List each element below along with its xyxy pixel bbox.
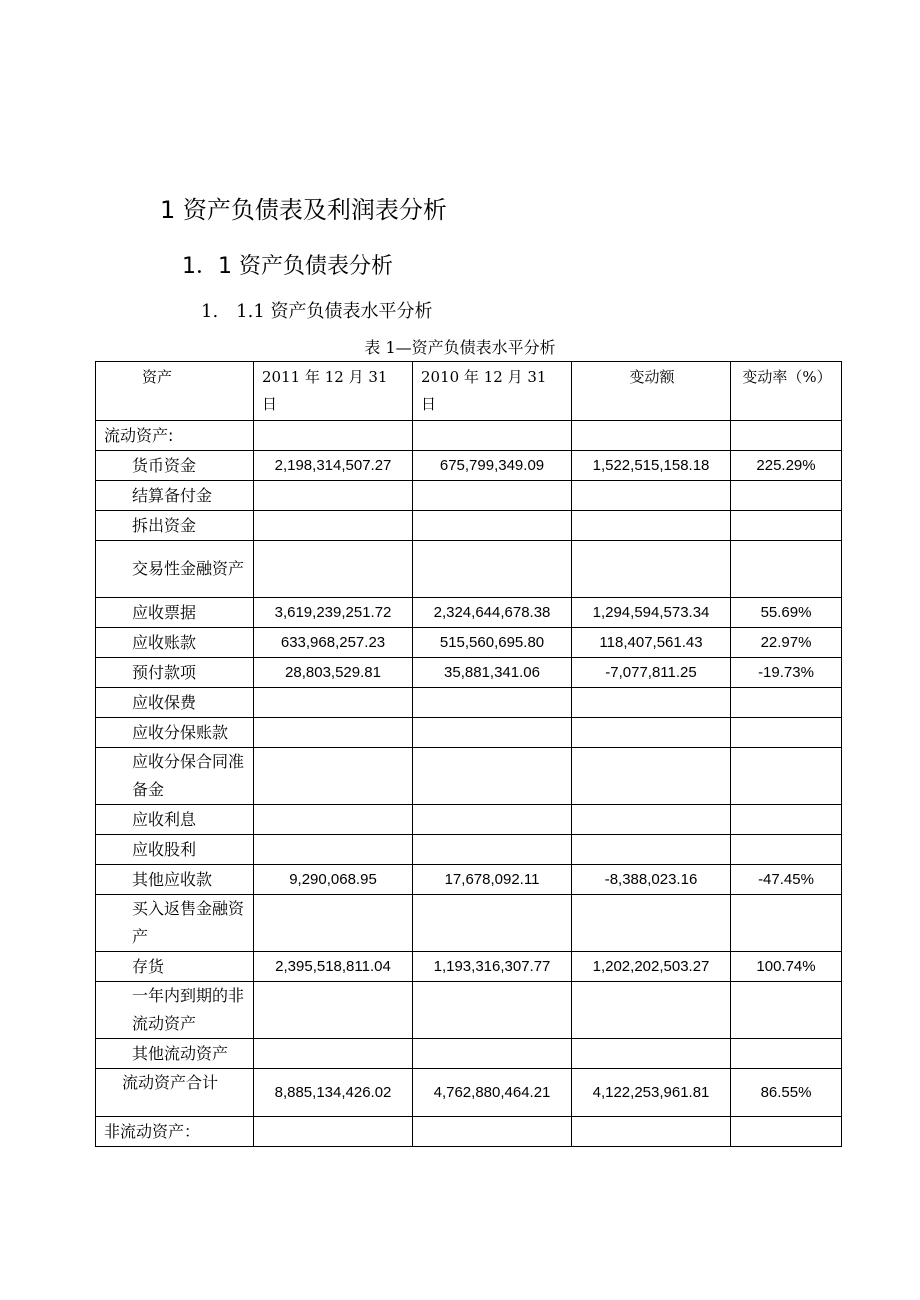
change-amount-cell xyxy=(572,805,731,835)
value-2010-cell xyxy=(413,688,572,718)
change-rate-cell: 86.55% xyxy=(731,1069,842,1117)
section-heading-1-1-1 xyxy=(201,299,433,325)
table-row xyxy=(96,1117,842,1147)
change-amount-cell: 1,522,515,158.18 xyxy=(572,451,731,481)
change-rate-cell: 22.97% xyxy=(731,628,842,658)
change-amount-cell xyxy=(572,511,731,541)
value-2011-cell: 8,885,134,426.02 xyxy=(254,1069,413,1117)
value-2010-cell xyxy=(413,541,572,598)
row-label: 非流动资产： xyxy=(96,1117,254,1147)
change-amount-cell: -8,388,023.16 xyxy=(572,865,731,895)
row-label: 应收分保账款 xyxy=(96,718,254,748)
value-2011-cell: 2,198,314,507.27 xyxy=(254,451,413,481)
row-label: 应收分保合同准备金 xyxy=(96,748,254,805)
row-label: 应收利息 xyxy=(96,805,254,835)
table-row xyxy=(96,718,842,748)
value-2011-cell xyxy=(254,1039,413,1069)
change-amount-cell: -7,077,811.25 xyxy=(572,658,731,688)
heading-text: 资产负债表水平分析 xyxy=(270,301,433,322)
row-label: 货币资金 xyxy=(96,451,254,481)
table-row xyxy=(96,895,842,952)
value-2010-cell: 35,881,341.06 xyxy=(413,658,572,688)
column-header-asset: 资产 xyxy=(96,362,254,421)
value-2011-cell xyxy=(254,421,413,451)
table-row xyxy=(96,541,842,598)
table-caption: 表 1—资产负债表水平分析 xyxy=(364,338,556,357)
section-heading-1-1: 1．1 资产负债表分析 xyxy=(182,254,393,279)
balance-sheet-table xyxy=(95,361,842,1147)
table-body xyxy=(96,421,842,1147)
change-rate-cell: -19.73% xyxy=(731,658,842,688)
row-label: 其他应收款 xyxy=(96,865,254,895)
table-row xyxy=(96,748,842,805)
change-amount-cell xyxy=(572,748,731,805)
table-row xyxy=(96,1069,842,1117)
value-2011-cell: 28,803,529.81 xyxy=(254,658,413,688)
value-2011-cell xyxy=(254,541,413,598)
table-row xyxy=(96,481,842,511)
value-2011-cell: 3,619,239,251.72 xyxy=(254,598,413,628)
change-rate-cell xyxy=(731,982,842,1039)
section-heading-1: 1 资产负债表及利润表分析 xyxy=(160,196,447,224)
value-2011-cell xyxy=(254,511,413,541)
change-amount-cell xyxy=(572,718,731,748)
value-2010-cell: 17,678,092.11 xyxy=(413,865,572,895)
value-2010-cell xyxy=(413,481,572,511)
row-label: 交易性金融资产 xyxy=(96,541,254,598)
heading-number: 1. 1.1 xyxy=(201,301,265,322)
change-rate-cell xyxy=(731,748,842,805)
value-2010-cell: 675,799,349.09 xyxy=(413,451,572,481)
change-rate-cell: 225.29% xyxy=(731,451,842,481)
row-label: 应收账款 xyxy=(96,628,254,658)
value-2010-cell: 1,193,316,307.77 xyxy=(413,952,572,982)
value-2011-cell: 633,968,257.23 xyxy=(254,628,413,658)
value-2010-cell xyxy=(413,421,572,451)
table-row xyxy=(96,952,842,982)
table-row xyxy=(96,805,842,835)
change-rate-cell xyxy=(731,805,842,835)
value-2011-cell xyxy=(254,688,413,718)
value-2010-cell xyxy=(413,895,572,952)
value-2010-cell xyxy=(413,1117,572,1147)
change-amount-cell xyxy=(572,541,731,598)
row-label: 买入返售金融资产 xyxy=(96,895,254,952)
row-label: 存货 xyxy=(96,952,254,982)
row-label: 流动资产合计 xyxy=(96,1069,254,1117)
change-amount-cell: 1,294,594,573.34 xyxy=(572,598,731,628)
column-header-change: 变动额 xyxy=(572,362,731,421)
table-row xyxy=(96,658,842,688)
value-2010-cell xyxy=(413,835,572,865)
value-2011-cell xyxy=(254,895,413,952)
table-row xyxy=(96,421,842,451)
table-row xyxy=(96,982,842,1039)
change-rate-cell xyxy=(731,1117,842,1147)
column-header-2011: 2011 年 12 月 31 日 xyxy=(254,362,413,421)
value-2010-cell xyxy=(413,748,572,805)
change-rate-cell: 100.74% xyxy=(731,952,842,982)
row-label: 预付款项 xyxy=(96,658,254,688)
row-label: 一年内到期的非流动资产 xyxy=(96,982,254,1039)
row-label: 拆出资金 xyxy=(96,511,254,541)
table-row xyxy=(96,865,842,895)
change-amount-cell xyxy=(572,895,731,952)
value-2010-cell: 4,762,880,464.21 xyxy=(413,1069,572,1117)
change-amount-cell xyxy=(572,835,731,865)
change-rate-cell xyxy=(731,1039,842,1069)
change-amount-cell xyxy=(572,1039,731,1069)
change-amount-cell: 1,202,202,503.27 xyxy=(572,952,731,982)
value-2011-cell xyxy=(254,982,413,1039)
change-rate-cell xyxy=(731,835,842,865)
value-2011-cell xyxy=(254,1117,413,1147)
change-amount-cell xyxy=(572,688,731,718)
table-row xyxy=(96,835,842,865)
change-amount-cell xyxy=(572,481,731,511)
change-rate-cell xyxy=(731,481,842,511)
change-rate-cell xyxy=(731,421,842,451)
value-2010-cell xyxy=(413,1039,572,1069)
value-2011-cell xyxy=(254,748,413,805)
value-2010-cell xyxy=(413,511,572,541)
table-row xyxy=(96,598,842,628)
value-2011-cell xyxy=(254,805,413,835)
change-rate-cell xyxy=(731,895,842,952)
table-row xyxy=(96,511,842,541)
column-header-2010: 2010 年 12 月 31 日 xyxy=(413,362,572,421)
change-rate-cell xyxy=(731,718,842,748)
value-2011-cell xyxy=(254,718,413,748)
value-2010-cell xyxy=(413,982,572,1039)
table-row xyxy=(96,1039,842,1069)
row-label: 应收股利 xyxy=(96,835,254,865)
value-2010-cell xyxy=(413,805,572,835)
value-2010-cell xyxy=(413,718,572,748)
column-header-rate: 变动率（%） xyxy=(731,362,842,421)
change-rate-cell xyxy=(731,688,842,718)
value-2010-cell: 515,560,695.80 xyxy=(413,628,572,658)
row-label: 结算备付金 xyxy=(96,481,254,511)
value-2010-cell: 2,324,644,678.38 xyxy=(413,598,572,628)
value-2011-cell: 2,395,518,811.04 xyxy=(254,952,413,982)
change-rate-cell: -47.45% xyxy=(731,865,842,895)
change-amount-cell xyxy=(572,1117,731,1147)
value-2011-cell xyxy=(254,835,413,865)
table-row xyxy=(96,451,842,481)
table-header-row xyxy=(96,362,842,421)
row-label: 应收保费 xyxy=(96,688,254,718)
change-rate-cell xyxy=(731,541,842,598)
row-label: 应收票据 xyxy=(96,598,254,628)
change-amount-cell: 4,122,253,961.81 xyxy=(572,1069,731,1117)
change-rate-cell xyxy=(731,511,842,541)
value-2011-cell: 9,290,068.95 xyxy=(254,865,413,895)
change-amount-cell: 118,407,561.43 xyxy=(572,628,731,658)
change-amount-cell xyxy=(572,421,731,451)
change-rate-cell: 55.69% xyxy=(731,598,842,628)
table-row xyxy=(96,688,842,718)
table-row xyxy=(96,628,842,658)
row-label: 流动资产: xyxy=(96,421,254,451)
value-2011-cell xyxy=(254,481,413,511)
row-label: 其他流动资产 xyxy=(96,1039,254,1069)
change-amount-cell xyxy=(572,982,731,1039)
